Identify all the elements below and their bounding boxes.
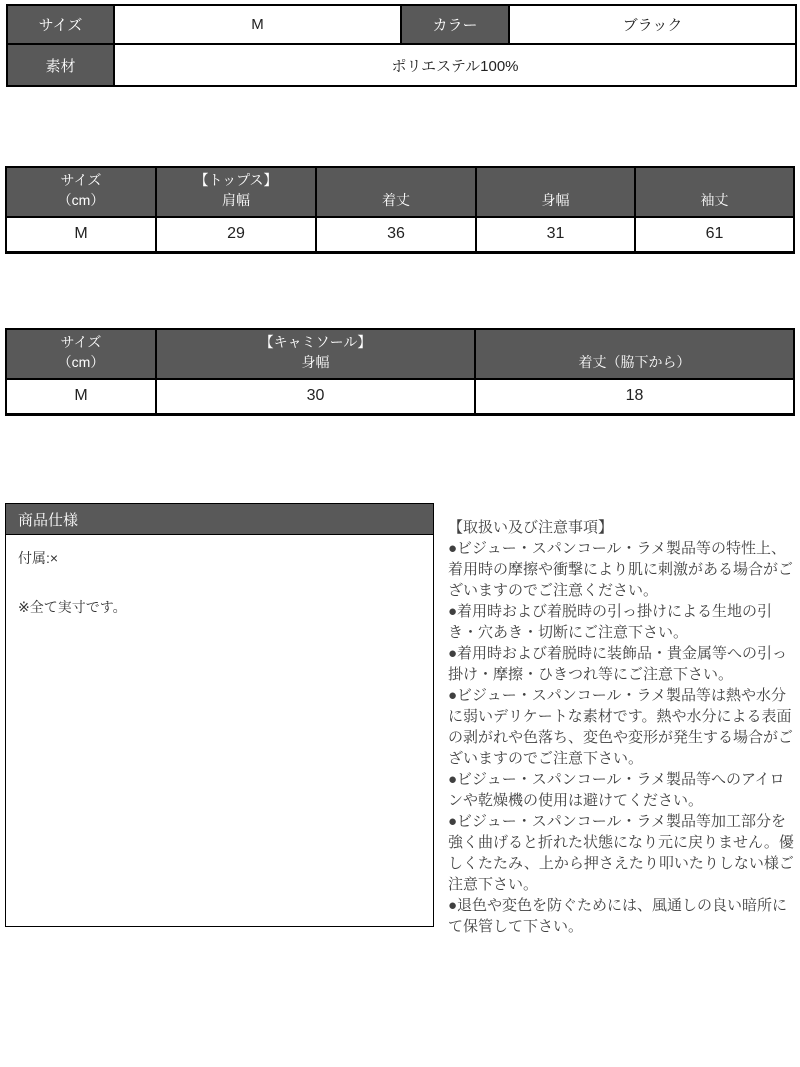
care-note-item: ●着用時および着脱時の引っ掛けによる生地の引き・穴あき・切断にご注意下さい。 bbox=[448, 603, 773, 641]
bodywidth-value-cell: 30 bbox=[156, 379, 475, 414]
col-size-header: サイズ （cm） bbox=[6, 329, 156, 379]
color-label-cell: カラー bbox=[401, 5, 509, 44]
product-spec-box-title: 商品仕様 bbox=[6, 504, 433, 535]
care-note-item: ●着用時および着脱時に装飾品・貴金属等への引っ掛け・摩擦・ひきつれ等にご注意下さい。 bbox=[448, 645, 788, 683]
table-header-row bbox=[6, 167, 794, 217]
underarm-length-value-cell: 18 bbox=[475, 379, 794, 414]
size-value-cell: M bbox=[114, 5, 401, 44]
shoulder-value-cell: 29 bbox=[156, 217, 316, 252]
care-notes bbox=[448, 517, 796, 937]
material-label-cell: 素材 bbox=[7, 44, 114, 86]
camisole-measurement-table bbox=[5, 328, 795, 416]
product-spec-box-body bbox=[6, 535, 433, 630]
col-size-header: サイズ （cm） bbox=[6, 167, 156, 217]
col-width-header: 身幅 bbox=[476, 167, 635, 217]
table-row bbox=[7, 44, 796, 86]
color-value-cell: ブラック bbox=[509, 5, 796, 44]
col-shoulder-header: 【トップス】 肩幅 bbox=[156, 167, 316, 217]
care-note-item: ●ビジュー・スパンコール・ラメ製品等の特性上、着用時の摩擦や衝撃により肌に刺激がある場合がございますのでご注意ください。 bbox=[448, 540, 794, 599]
col-sleeve-header: 袖丈 bbox=[635, 167, 794, 217]
table-row bbox=[6, 379, 794, 414]
table-row bbox=[6, 217, 794, 252]
care-note-item: ●ビジュー・スパンコール・ラメ製品等は熱や水分に弱いデリケートな素材です。熱や水分による表面の剥がれや色落ち、変色や変形が発生する場合がございますのでご注意下さい。 bbox=[448, 687, 794, 767]
width-value-cell: 31 bbox=[476, 217, 635, 252]
size-cell: M bbox=[6, 217, 156, 252]
sleeve-value-cell: 61 bbox=[635, 217, 794, 252]
care-note-item: ●ビジュー・スパンコール・ラメ製品等加工部分を強く曲げると折れた状態になり元に戻りません。優しくたたみ、上から押さえたり叩いたりしない様ご注意下さい。 bbox=[448, 813, 794, 893]
col-underarm-length-header: 着丈（脇下から） bbox=[475, 329, 794, 379]
col-length-header: 着丈 bbox=[316, 167, 476, 217]
care-note-item: ●退色や変色を防ぐためには、風通しの良い暗所にて保管して下さい。 bbox=[448, 897, 788, 935]
material-value-cell: ポリエステル100% bbox=[114, 44, 796, 86]
tops-measurement-table bbox=[5, 166, 795, 254]
length-value-cell: 36 bbox=[316, 217, 476, 252]
size-label-cell: サイズ bbox=[7, 5, 114, 44]
table-row bbox=[7, 5, 796, 44]
col-bodywidth-header: 【キャミソール】 身幅 bbox=[156, 329, 475, 379]
size-color-material-table bbox=[6, 4, 797, 87]
actual-measurement-note: ※全て実寸です。 bbox=[18, 599, 127, 615]
accessories-note: 付属:× bbox=[18, 550, 59, 566]
care-note-item: ●ビジュー・スパンコール・ラメ製品等へのアイロンや乾燥機の使用は避けてください。 bbox=[448, 771, 785, 809]
product-spec-box bbox=[5, 503, 434, 927]
size-cell: M bbox=[6, 379, 156, 414]
care-notes-title: 【取扱い及び注意事項】 bbox=[448, 519, 614, 536]
table-header-row bbox=[6, 329, 794, 379]
